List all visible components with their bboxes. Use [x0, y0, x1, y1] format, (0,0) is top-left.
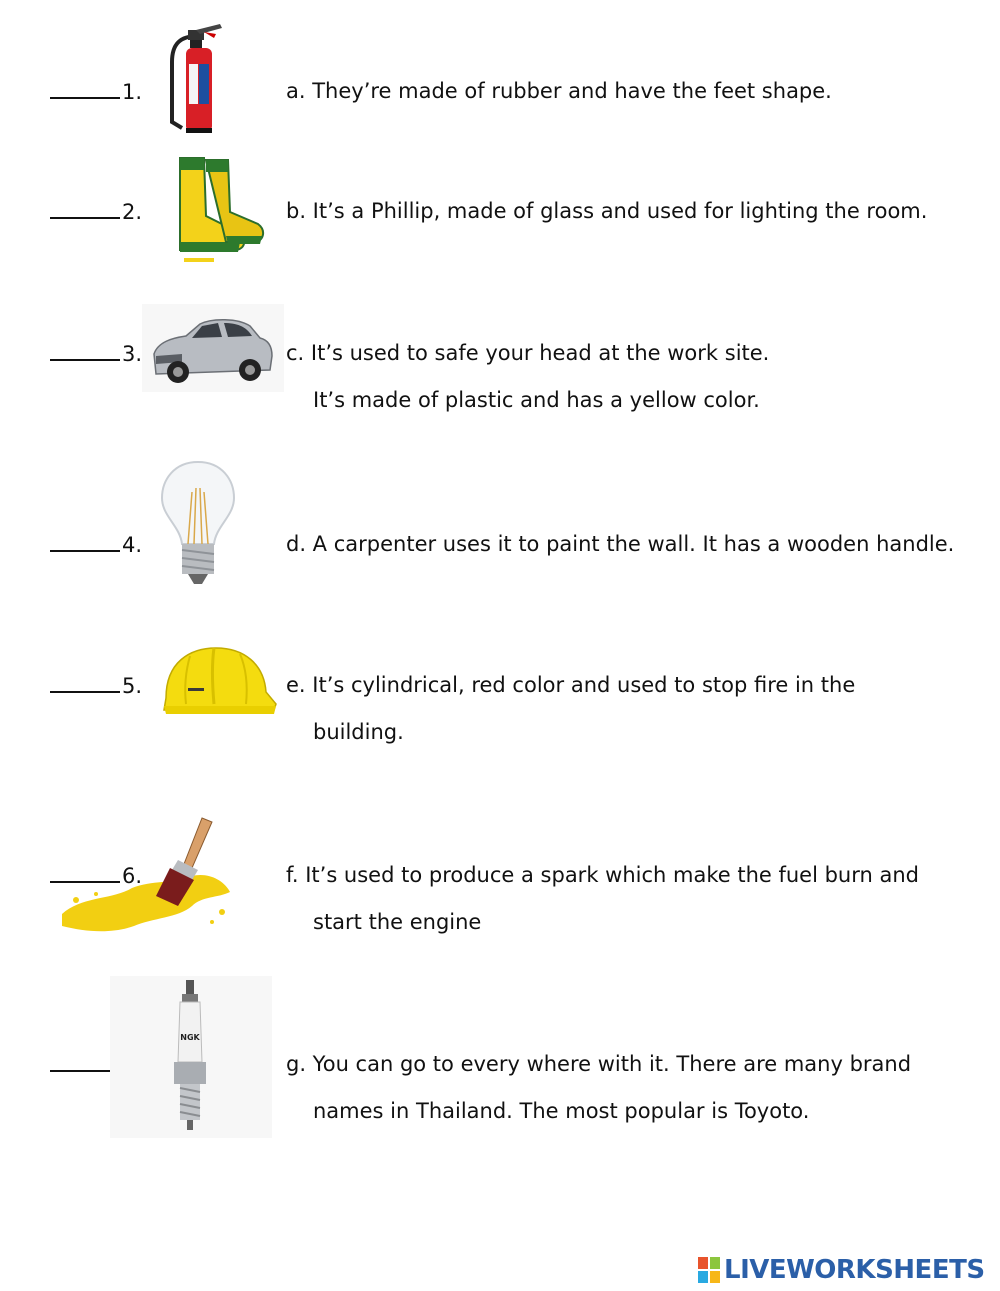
answer-row-4: 4. — [50, 532, 142, 557]
liveworksheets-logo-icon — [698, 1257, 720, 1283]
answer-row-5: 5. — [50, 673, 142, 698]
definition-c-line2: It’s made of plastic and has a yellow color. — [313, 388, 760, 412]
answer-blank-4[interactable] — [50, 532, 120, 552]
definition-e: e. It’s cylindrical, red color and used to stop fire in the — [286, 673, 856, 697]
answer-blank-2[interactable] — [50, 199, 120, 219]
definition-a: a. They’re made of rubber and have the feet shape. — [286, 79, 832, 103]
spark-plug-brand-label: NGK — [180, 1033, 200, 1042]
definition-c: c. It’s used to safe your head at the work site. — [286, 341, 770, 365]
definition-g-line2: names in Thailand. The most popular is Toyoto. — [313, 1099, 810, 1123]
car-icon — [142, 304, 284, 392]
definition-f: f. It’s used to produce a spark which make the fuel burn and — [286, 863, 920, 887]
liveworksheets-logo — [698, 1253, 985, 1287]
answer-blank-5[interactable] — [50, 673, 120, 693]
rubber-boots-icon — [166, 152, 266, 262]
answer-row-3: 3. — [50, 341, 142, 366]
definition-b: b. It’s a Phillip, made of glass and used for lighting the room. — [286, 199, 928, 223]
liveworksheets-wordmark: LIVEWORKSHEETS — [724, 1255, 985, 1285]
answer-blank-3[interactable] — [50, 341, 120, 361]
answer-row-6: 6. — [50, 863, 142, 888]
spark-plug-icon — [110, 976, 272, 1138]
answer-row-2: 2. — [50, 199, 142, 224]
light-bulb-icon — [158, 458, 238, 586]
answer-blank-1[interactable] — [50, 79, 120, 99]
definition-f-line2: start the engine — [313, 910, 482, 934]
definition-d: d. A carpenter uses it to paint the wall. It has a wooden handle. — [286, 532, 955, 556]
definition-e-line2: building. — [313, 720, 404, 744]
paint-brush-icon — [52, 814, 234, 940]
safety-helmet-icon — [156, 642, 278, 720]
fire-extinguisher-icon — [160, 22, 235, 137]
answer-row-1: 1. — [50, 79, 142, 104]
definition-g: g. You can go to every where with it. There are many brand — [286, 1052, 912, 1076]
